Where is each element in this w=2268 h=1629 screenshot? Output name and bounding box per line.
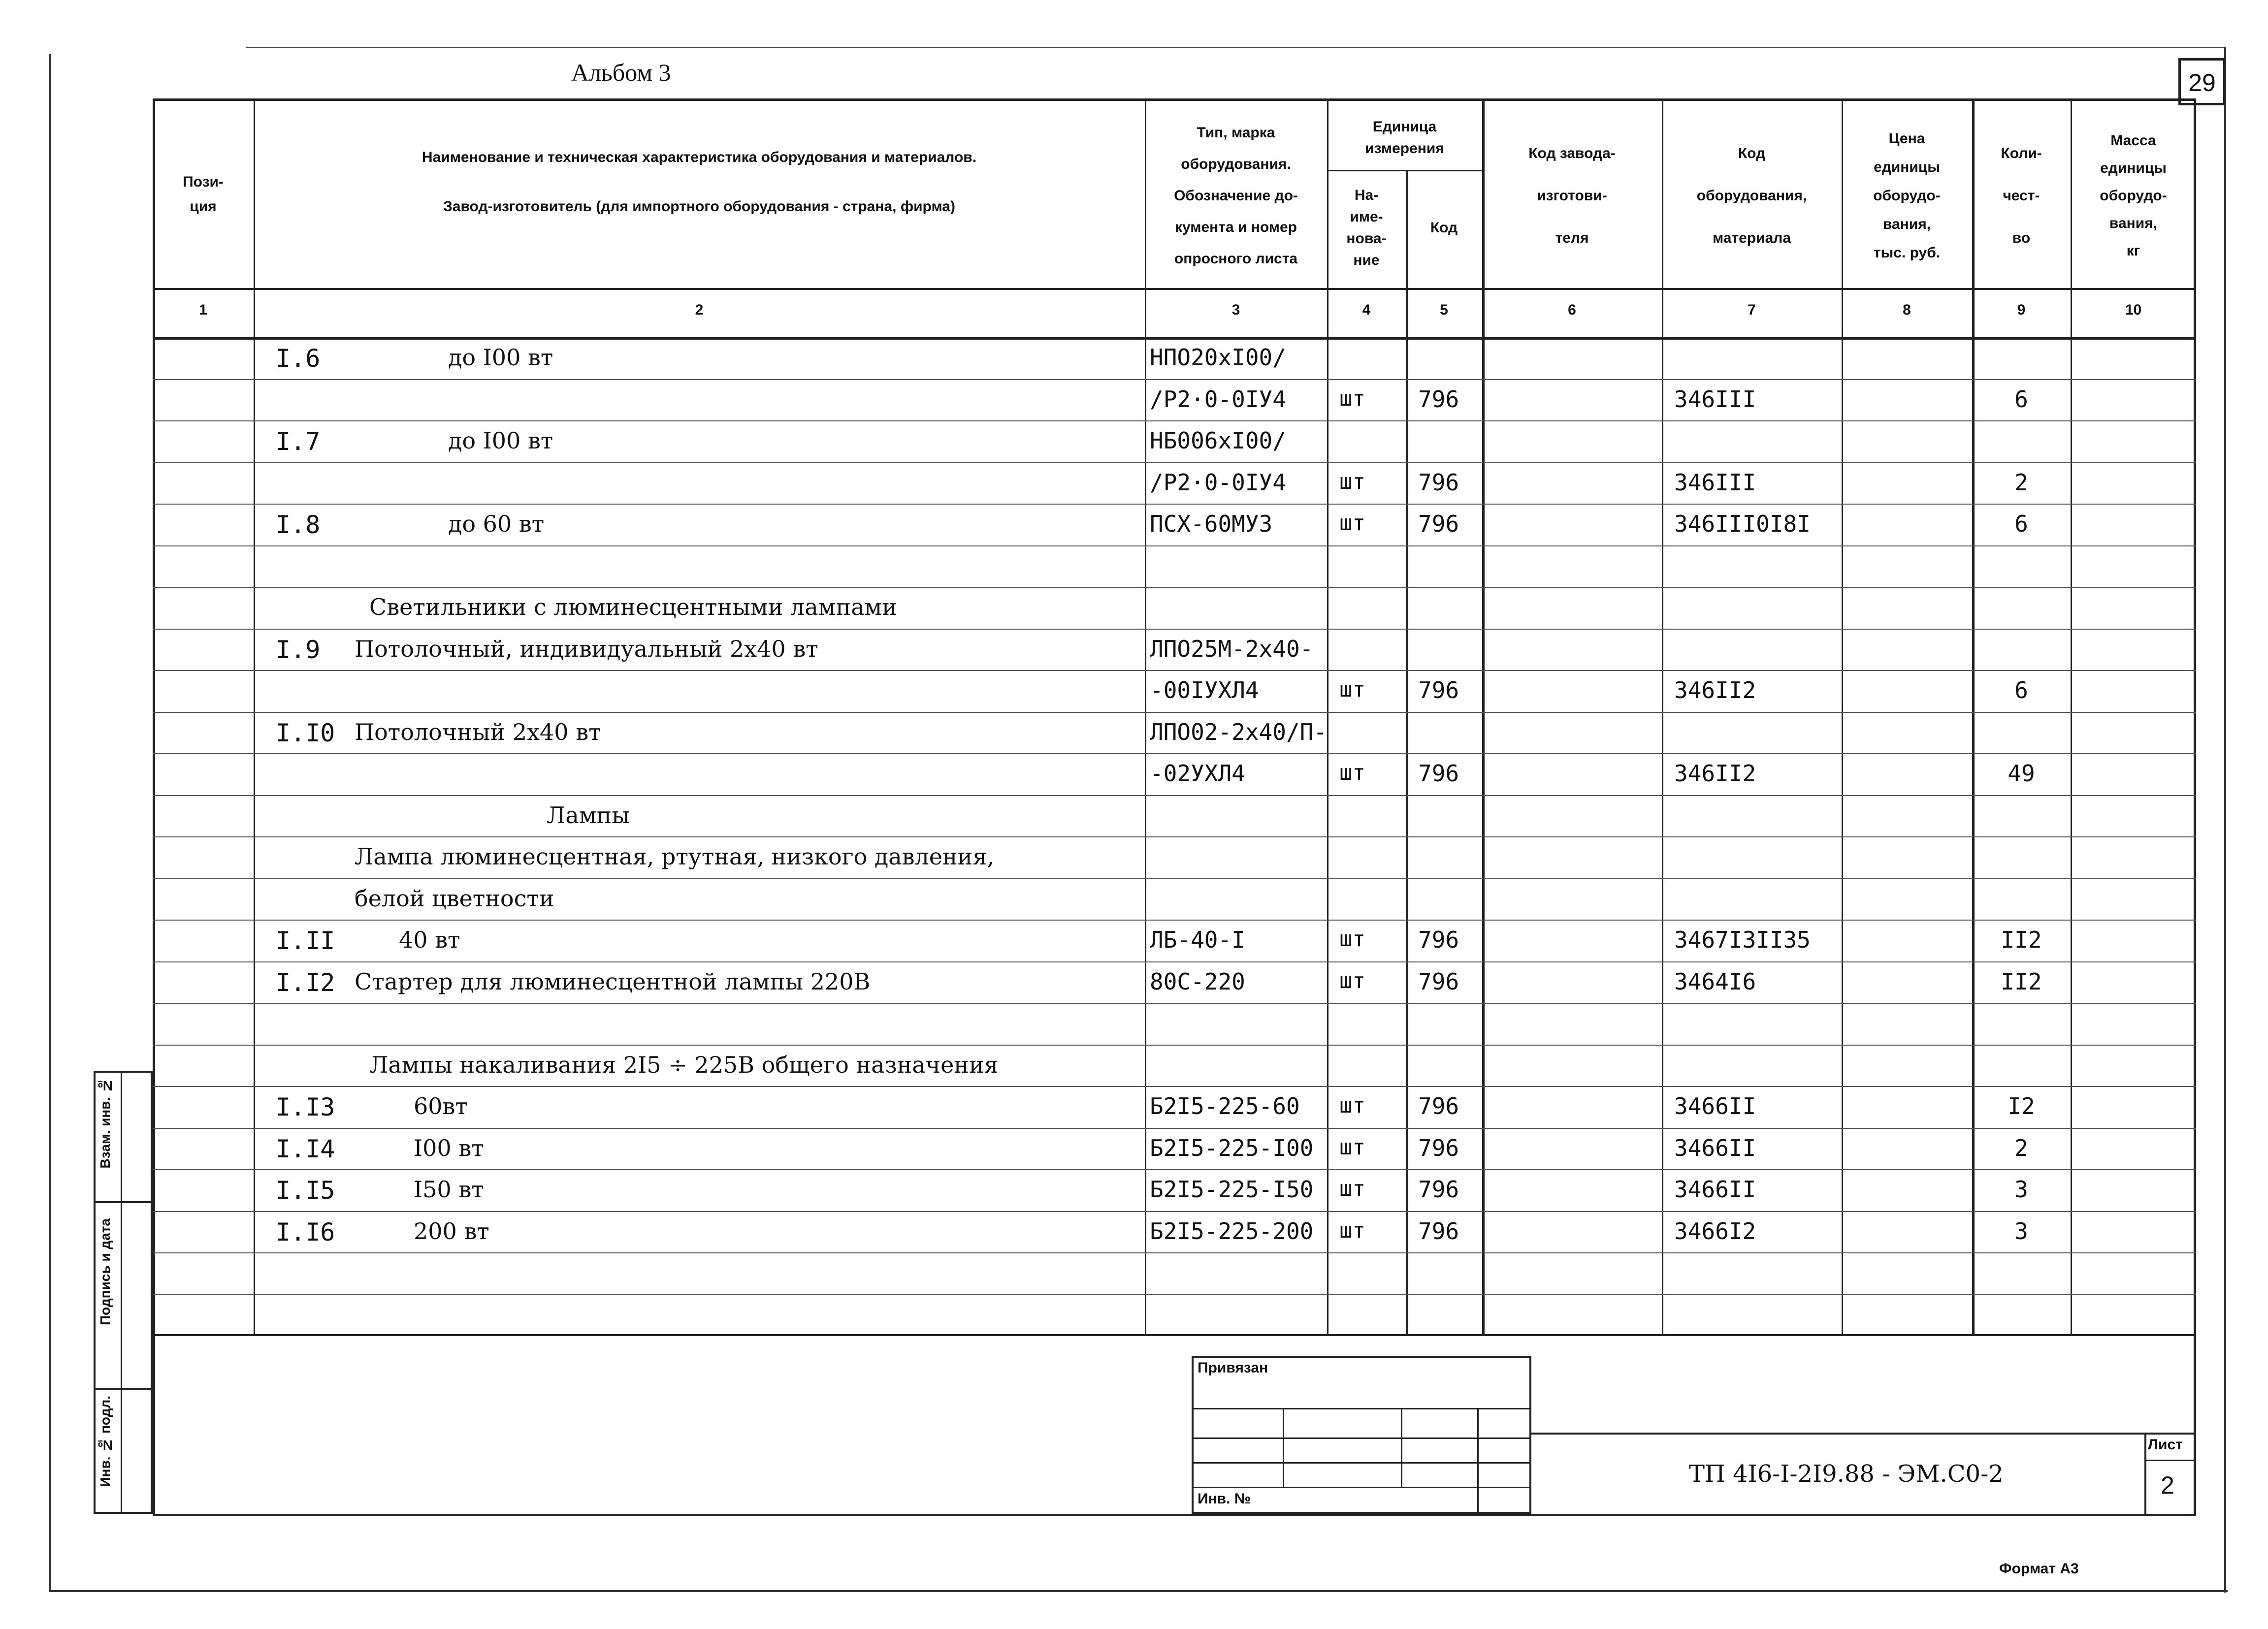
binding-vline-3 xyxy=(1477,1408,1479,1514)
row-type: ЛБ-40-I xyxy=(1150,926,1245,953)
row-type: -02УХЛ4 xyxy=(1150,760,1245,787)
format-label: Формат А3 xyxy=(1999,1561,2079,1577)
binding-vline-1 xyxy=(1283,1408,1284,1487)
row-name: Лампа люминесцентная, ртутная, низкого давления, xyxy=(355,843,994,870)
header-unit-code: Код xyxy=(1430,219,1458,236)
column-number: 1 xyxy=(199,302,207,318)
column-number: 9 xyxy=(2017,302,2026,318)
row-quantity: 3 xyxy=(2014,1218,2028,1245)
header-quantity: Коли- чест- во xyxy=(2001,145,2042,246)
row-line xyxy=(153,462,2196,463)
row-position: I.6 xyxy=(276,344,321,373)
row-line xyxy=(153,1252,2196,1253)
side-divider-1 xyxy=(94,1201,153,1203)
row-type: /Р2·0-0IУ4 xyxy=(1150,469,1286,496)
header-unit-group: Единица измерения xyxy=(1365,119,1444,157)
header-name-line2: Завод-изготовитель (для импортного оборудования - страна, фирма) xyxy=(443,198,955,215)
row-position: I.I3 xyxy=(276,1093,335,1121)
row-material-code: 3466II xyxy=(1674,1135,1756,1161)
album-label: Альбом 3 xyxy=(571,59,671,86)
row-unit: шт xyxy=(1339,760,1365,785)
header-unit-name: На- име- нова- ние xyxy=(1346,187,1387,268)
row-quantity: II2 xyxy=(2001,968,2042,995)
row-quantity: 2 xyxy=(2014,1135,2028,1161)
row-material-code: 346II2 xyxy=(1674,677,1756,703)
row-material-code: 3466II xyxy=(1674,1093,1756,1119)
row-material-code: 346III xyxy=(1674,386,1756,413)
row-line xyxy=(153,1294,2196,1295)
privyazan-label: Привязан xyxy=(1198,1360,1268,1376)
row-line xyxy=(153,1086,2196,1087)
row-material-code: 3467I3II35 xyxy=(1674,926,1811,953)
row-line xyxy=(153,753,2196,754)
column-number: 5 xyxy=(1440,302,1448,318)
row-line xyxy=(153,504,2196,505)
binding-vline-2 xyxy=(1401,1408,1402,1487)
row-unit: шт xyxy=(1339,1218,1365,1243)
row-quantity: 2 xyxy=(2014,469,2028,496)
row-type: Б2I5-225-I50 xyxy=(1150,1176,1314,1203)
side-vline xyxy=(121,1071,122,1514)
inv-number-label: Инв. № xyxy=(1198,1491,1251,1507)
row-name: Стартер для люминесцентной лампы 220В xyxy=(355,968,871,995)
sheet-label: Лист xyxy=(2148,1437,2183,1453)
row-type: /Р2·0-0IУ4 xyxy=(1150,386,1286,413)
row-quantity: I2 xyxy=(2008,1093,2035,1119)
top-rule xyxy=(246,47,2226,48)
column-line xyxy=(254,98,255,1334)
sheet-number: 2 xyxy=(2161,1471,2174,1499)
column-number: 6 xyxy=(1568,302,1576,318)
header-price: Цена единицы оборудо- вания, тыс. руб. xyxy=(1873,130,1941,261)
row-line xyxy=(153,836,2196,837)
binding-rule-2 xyxy=(1192,1437,1531,1439)
row-unit-code: 796 xyxy=(1418,386,1459,413)
row-position: I.8 xyxy=(276,511,321,539)
row-type: ЛПО25М-2х40- xyxy=(1150,636,1314,662)
row-quantity: 6 xyxy=(2014,386,2028,413)
header-name-line1: Наименование и техническая характеристика оборудования и материалов. xyxy=(421,149,977,165)
row-material-code: 3466II xyxy=(1674,1176,1756,1203)
row-line xyxy=(153,1211,2196,1212)
row-quantity: 3 xyxy=(2014,1176,2028,1203)
row-name: Потолочный 2х40 вт xyxy=(355,719,601,745)
binding-rule-1 xyxy=(1192,1408,1531,1409)
column-number: 7 xyxy=(1748,302,1756,318)
side-inv-label: Инв. № подл. xyxy=(97,1396,113,1487)
row-name: I50 вт xyxy=(414,1176,484,1203)
row-name: 40 вт xyxy=(399,926,460,953)
row-name: до I00 вт xyxy=(448,427,553,454)
row-name: Светильники с люминесцентными лампами xyxy=(369,594,897,620)
binding-rule-3 xyxy=(1192,1462,1531,1464)
header-position: Пози- ция xyxy=(183,174,224,215)
row-unit: шт xyxy=(1339,677,1365,702)
row-unit-code: 796 xyxy=(1418,1093,1459,1119)
row-line xyxy=(153,920,2196,921)
row-line xyxy=(153,795,2196,796)
row-type: НБ006хI00/ xyxy=(1150,427,1286,454)
row-unit-code: 796 xyxy=(1418,677,1459,703)
row-unit-code: 796 xyxy=(1418,926,1459,953)
row-line xyxy=(153,670,2196,671)
column-number: 8 xyxy=(1903,302,1911,318)
row-type: -00IУХЛ4 xyxy=(1150,677,1259,703)
row-quantity: II2 xyxy=(2001,926,2042,953)
document-code: ТП 4I6-I-2I9.88 - ЭМ.С0-2 xyxy=(1689,1460,2004,1488)
row-unit-code: 796 xyxy=(1418,1176,1459,1203)
side-divider-2 xyxy=(94,1388,153,1390)
row-unit: шт xyxy=(1339,1093,1365,1118)
column-number: 4 xyxy=(1362,302,1371,318)
row-type: Б2I5-225-200 xyxy=(1150,1218,1314,1245)
row-unit: шт xyxy=(1339,1176,1365,1201)
row-position: I.I5 xyxy=(276,1176,335,1205)
row-line xyxy=(153,712,2196,713)
row-unit: шт xyxy=(1339,968,1365,993)
row-unit-code: 796 xyxy=(1418,1218,1459,1245)
row-position: I.I2 xyxy=(276,968,335,997)
header-bottom-line xyxy=(153,288,2196,290)
column-number: 2 xyxy=(695,302,704,318)
row-line xyxy=(153,587,2196,588)
side-vzam-label: Взам. инв. № xyxy=(97,1078,113,1169)
row-type: 80С-220 xyxy=(1150,968,1245,995)
row-name: Потолочный, индивидуальный 2х40 вт xyxy=(355,636,818,662)
side-signature-label: Подпись и дата xyxy=(97,1218,113,1325)
row-type: ЛПО02-2х40/П- xyxy=(1150,719,1328,745)
row-unit: шт xyxy=(1339,926,1365,952)
row-unit: шт xyxy=(1339,1135,1365,1160)
row-material-code: 346III xyxy=(1674,469,1756,496)
row-unit-code: 796 xyxy=(1418,968,1459,995)
row-line xyxy=(153,420,2196,421)
row-unit: шт xyxy=(1339,469,1365,494)
row-position: I.9 xyxy=(276,636,321,664)
row-type: НПО20хI00/ xyxy=(1150,344,1286,371)
row-position: I.I0 xyxy=(276,719,335,747)
column-number: 3 xyxy=(1231,302,1240,318)
row-name: до I00 вт xyxy=(448,344,553,371)
row-line xyxy=(153,878,2196,879)
row-line xyxy=(153,961,2196,962)
row-type: Б2I5-225-I00 xyxy=(1150,1135,1314,1161)
row-position: I.II xyxy=(276,926,335,955)
row-quantity: 6 xyxy=(2014,511,2028,537)
row-type: ПСХ-60МУЗ xyxy=(1150,511,1273,537)
row-unit-code: 796 xyxy=(1418,511,1459,537)
row-position: I.I6 xyxy=(276,1218,335,1246)
row-line xyxy=(153,1045,2196,1046)
row-name: Лампы xyxy=(547,802,630,829)
row-line xyxy=(153,1128,2196,1129)
row-position: I.I4 xyxy=(276,1135,335,1163)
row-name: Лампы накаливания 2I5 ÷ 225В общего назначения xyxy=(369,1052,999,1078)
header-plant-code: Код завода- изготови- теля xyxy=(1528,145,1616,246)
row-line xyxy=(153,1169,2196,1170)
row-type: Б2I5-225-60 xyxy=(1150,1093,1300,1119)
header-type: Тип, марка оборудования. Обозначение до- кумента и номер опросного листа xyxy=(1174,124,1298,267)
page-number: 29 xyxy=(2178,58,2226,105)
numbers-bottom-line xyxy=(153,337,2196,340)
row-unit-code: 796 xyxy=(1418,1135,1459,1161)
row-material-code: 3466I2 xyxy=(1674,1218,1756,1245)
column-number: 10 xyxy=(2125,302,2142,318)
row-material-code: 3464I6 xyxy=(1674,968,1756,995)
row-unit: шт xyxy=(1339,511,1365,536)
column-line xyxy=(1406,170,1408,1334)
row-line xyxy=(153,379,2196,380)
header-material-code: Код оборудования, материала xyxy=(1696,145,1807,246)
row-name: белой цветности xyxy=(355,885,554,912)
row-name: 200 вт xyxy=(414,1218,489,1245)
header-mass: Масса единицы оборудо- вания, кг xyxy=(2100,132,2167,259)
row-quantity: 49 xyxy=(2008,760,2035,787)
row-material-code: 346II2 xyxy=(1674,760,1756,787)
row-name: до 60 вт xyxy=(448,511,545,537)
sheet-rule xyxy=(2144,1460,2196,1461)
binding-box xyxy=(1192,1356,1531,1514)
row-line xyxy=(153,545,2196,546)
row-position: I.7 xyxy=(276,427,321,456)
right-rule xyxy=(2224,47,2226,1593)
row-name: 60вт xyxy=(414,1093,468,1119)
row-line xyxy=(153,629,2196,630)
binding-rule-4 xyxy=(1192,1487,1531,1488)
row-material-code: 346III0I8I xyxy=(1674,511,1811,537)
row-unit: шт xyxy=(1339,386,1365,411)
row-unit-code: 796 xyxy=(1418,469,1459,496)
row-unit-code: 796 xyxy=(1418,760,1459,787)
row-name: I00 вт xyxy=(414,1135,484,1161)
row-line xyxy=(153,1003,2196,1004)
row-quantity: 6 xyxy=(2014,677,2028,703)
